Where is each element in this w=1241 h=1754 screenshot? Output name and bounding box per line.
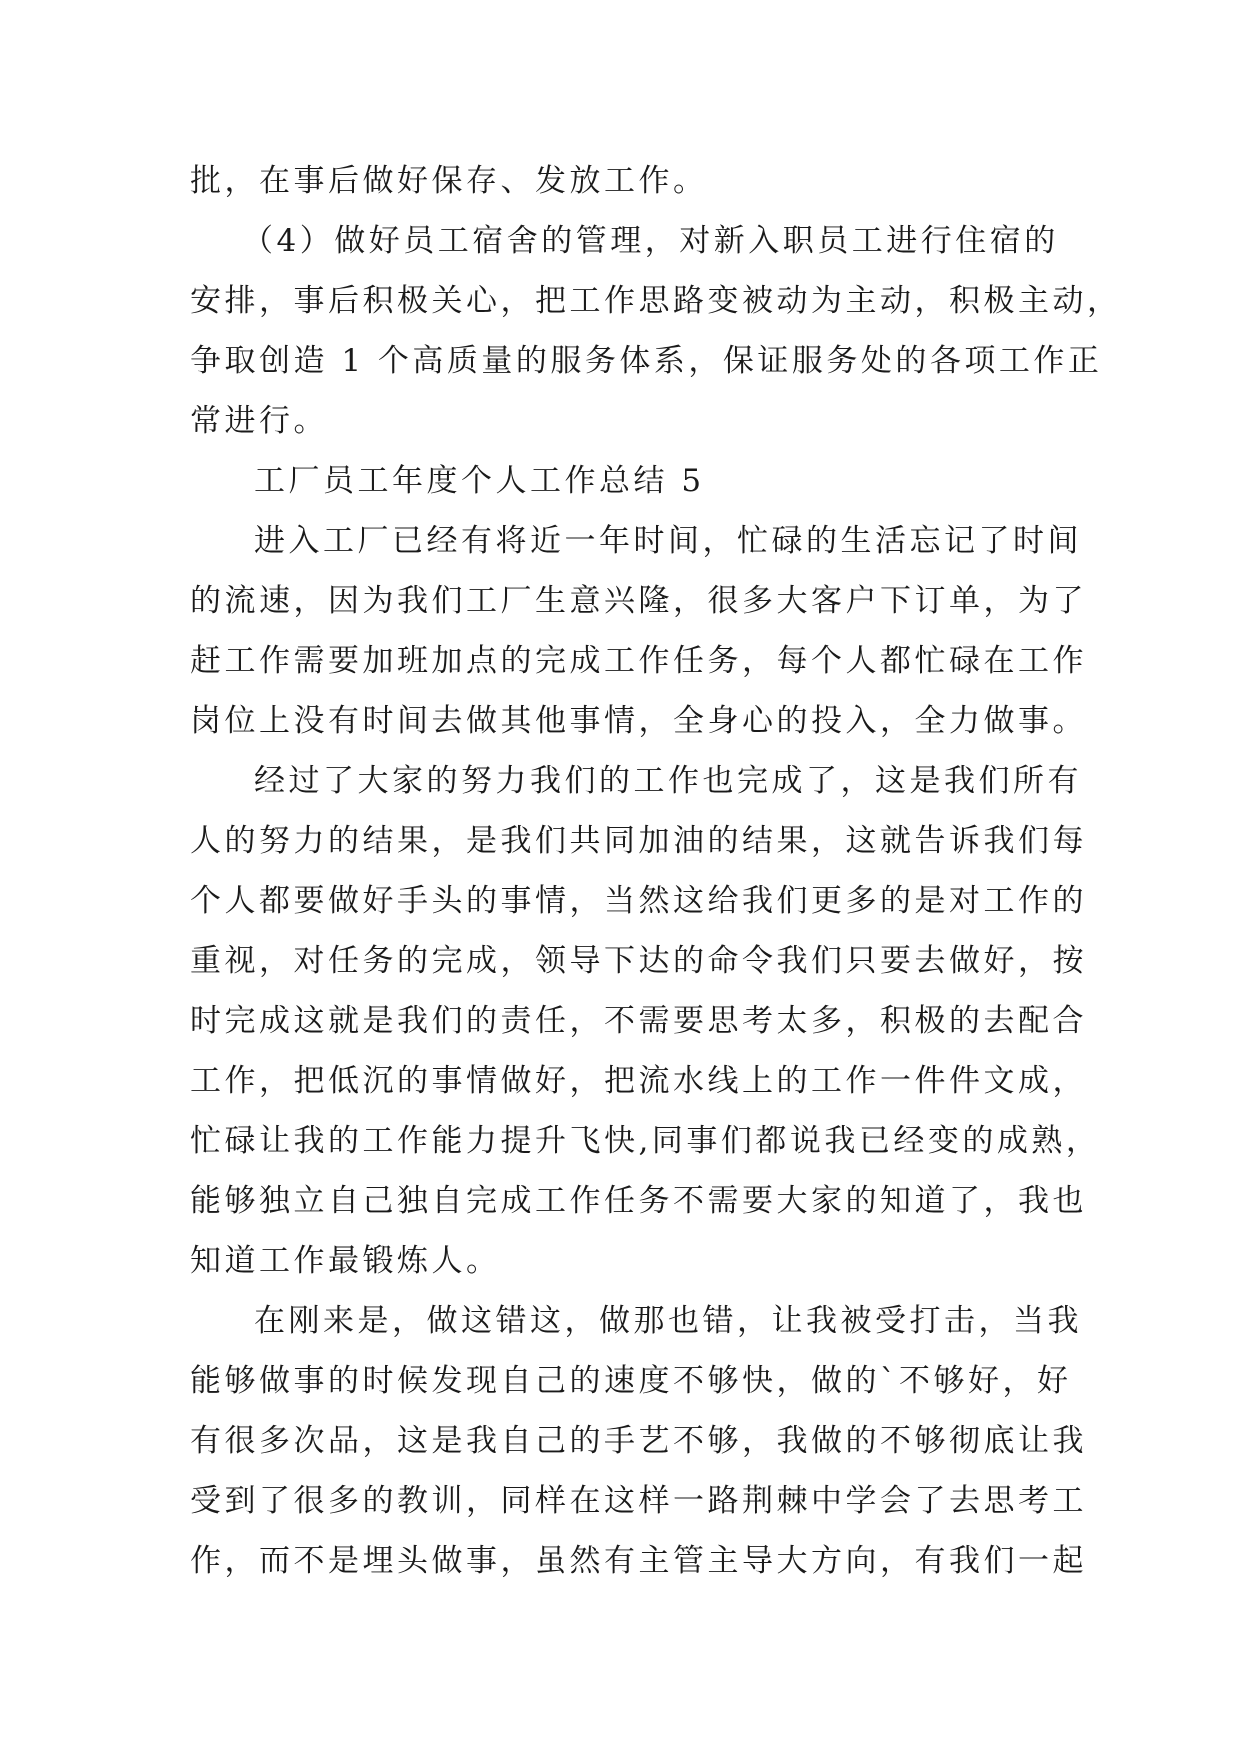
text-line: 能够做事的时候发现自己的速度不够快，做的`不够好，好: [190, 1363, 1072, 1399]
text-line: 能够独立自己独自完成工作任务不需要大家的知道了，我也: [190, 1183, 1087, 1219]
text-line: 常进行。: [190, 403, 328, 439]
text-line: 知道工作最锻炼人。: [190, 1243, 501, 1279]
text-line: 批，在事后做好保存、发放工作。: [190, 163, 708, 199]
paragraph-start: 在刚来是，做这错这，做那也错，让我被受打击，当我: [254, 1303, 1082, 1339]
paragraph-start: 进入工厂已经有将近一年时间，忙碌的生活忘记了时间: [254, 523, 1082, 559]
text-line: 受到了很多的教训，同样在这样一路荆棘中学会了去思考工: [190, 1483, 1087, 1519]
text-line: 作，而不是埋头做事，虽然有主管主导大方向，有我们一起: [190, 1543, 1087, 1579]
text-line: 的流速，因为我们工厂生意兴隆，很多大客户下订单，为了: [190, 583, 1087, 619]
text-line: 个人都要做好手头的事情，当然这给我们更多的是对工作的: [190, 883, 1087, 919]
text-line: 工作，把低沉的事情做好，把流水线上的工作一件件文成，: [190, 1063, 1087, 1099]
document-body: [190, 151, 1122, 1591]
section-heading: 工厂员工年度个人工作总结 5: [254, 463, 705, 499]
text-line: 安排，事后积极关心，把工作思路变被动为主动，积极主动，: [190, 283, 1122, 319]
text-line: 赶工作需要加班加点的完成工作任务，每个人都忙碌在工作: [190, 643, 1087, 679]
text-line: 岗位上没有时间去做其他事情，全身心的投入，全力做事。: [190, 703, 1087, 739]
text-line: 忙碌让我的工作能力提升飞快,同事们都说我已经变的成熟，: [190, 1123, 1101, 1159]
paragraph-start: 经过了大家的努力我们的工作也完成了，这是我们所有: [254, 763, 1082, 799]
text-line: 时完成这就是我们的责任，不需要思考太多，积极的去配合: [190, 1003, 1087, 1039]
text-line: 争取创造 1 个高质量的服务体系，保证服务处的各项工作正: [190, 343, 1103, 379]
list-item-4: （4）做好员工宿舍的管理，对新入职员工进行住宿的: [242, 223, 1059, 259]
text-line: 人的努力的结果，是我们共同加油的结果，这就告诉我们每: [190, 823, 1087, 859]
text-line: 有很多次品，这是我自己的手艺不够，我做的不够彻底让我: [190, 1423, 1087, 1459]
text-line: 重视，对任务的完成，领导下达的命令我们只要去做好，按: [190, 943, 1087, 979]
